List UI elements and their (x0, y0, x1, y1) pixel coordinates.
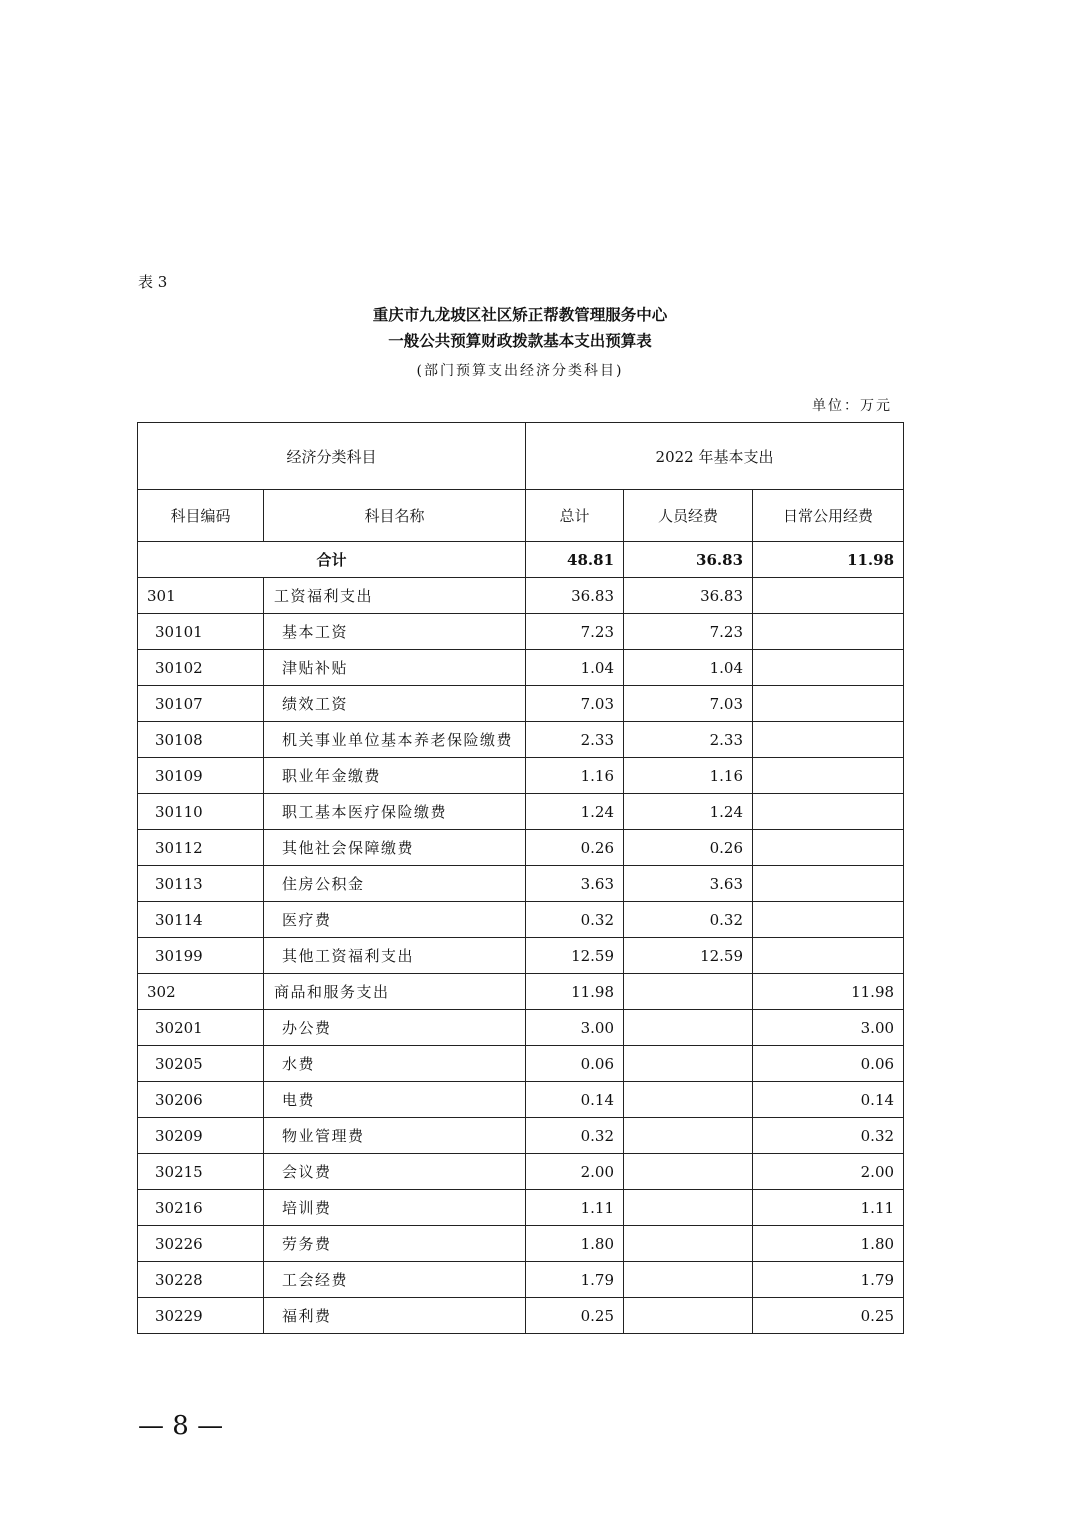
row-code: 301 (138, 578, 264, 614)
table-label: 表 3 (138, 273, 168, 291)
row-name: 工会经费 (264, 1262, 526, 1298)
row-total: 11.98 (526, 974, 624, 1010)
row-name: 商品和服务支出 (264, 974, 526, 1010)
row-personnel (624, 1118, 753, 1154)
row-personnel (624, 1010, 753, 1046)
row-personnel: 7.03 (624, 686, 753, 722)
row-public (753, 722, 904, 758)
row-code: 30114 (138, 902, 264, 938)
row-personnel (624, 1046, 753, 1082)
row-name: 会议费 (264, 1154, 526, 1190)
row-code: 30228 (138, 1262, 264, 1298)
table-row (138, 578, 904, 614)
row-personnel: 1.24 (624, 794, 753, 830)
header-year-basic: 2022 年基本支出 (526, 423, 904, 490)
row-public (753, 614, 904, 650)
table-row (138, 758, 904, 794)
row-personnel: 1.04 (624, 650, 753, 686)
row-public: 1.80 (753, 1226, 904, 1262)
row-personnel: 2.33 (624, 722, 753, 758)
row-personnel: 0.32 (624, 902, 753, 938)
row-personnel (624, 1190, 753, 1226)
row-total: 1.11 (526, 1190, 624, 1226)
row-total: 7.03 (526, 686, 624, 722)
row-total: 1.24 (526, 794, 624, 830)
table-row (138, 1118, 904, 1154)
page-number: — 8 — (138, 1411, 224, 1441)
row-personnel: 0.26 (624, 830, 753, 866)
row-name: 物业管理费 (264, 1118, 526, 1154)
row-code: 30216 (138, 1190, 264, 1226)
row-total: 1.16 (526, 758, 624, 794)
table-row (138, 866, 904, 902)
row-personnel (624, 1298, 753, 1334)
row-name: 水费 (264, 1046, 526, 1082)
row-code: 30229 (138, 1298, 264, 1334)
header-public: 日常公用经费 (753, 490, 904, 542)
row-total: 3.00 (526, 1010, 624, 1046)
header-econ-class: 经济分类科目 (138, 423, 526, 490)
row-public: 0.32 (753, 1118, 904, 1154)
row-code: 30209 (138, 1118, 264, 1154)
row-total: 12.59 (526, 938, 624, 974)
row-code: 30102 (138, 650, 264, 686)
row-total: 2.33 (526, 722, 624, 758)
table-row (138, 794, 904, 830)
row-personnel (624, 1226, 753, 1262)
row-total: 1.79 (526, 1262, 624, 1298)
table-row (138, 1298, 904, 1334)
row-code: 30199 (138, 938, 264, 974)
table-row (138, 1082, 904, 1118)
row-code: 30107 (138, 686, 264, 722)
row-personnel: 36.83 (624, 578, 753, 614)
row-personnel (624, 1154, 753, 1190)
document-subtitle-title: 一般公共预算财政拨款基本支出预算表 (388, 331, 652, 350)
row-personnel (624, 1262, 753, 1298)
row-code: 30226 (138, 1226, 264, 1262)
document-title: 重庆市九龙坡区社区矫正帮教管理服务中心 (372, 305, 668, 324)
table-row (138, 974, 904, 1010)
table-row (138, 938, 904, 974)
table-row (138, 1154, 904, 1190)
row-personnel: 3.63 (624, 866, 753, 902)
row-code: 30201 (138, 1010, 264, 1046)
row-code: 30112 (138, 830, 264, 866)
row-name: 其他工资福利支出 (264, 938, 526, 974)
row-public (753, 578, 904, 614)
row-name: 机关事业单位基本养老保险缴费 (264, 722, 526, 758)
row-public: 3.00 (753, 1010, 904, 1046)
row-code: 30110 (138, 794, 264, 830)
unit-label: 单位：万元 (812, 398, 892, 414)
row-code: 30206 (138, 1082, 264, 1118)
row-public: 0.14 (753, 1082, 904, 1118)
budget-table (137, 422, 904, 1334)
row-personnel: 7.23 (624, 614, 753, 650)
row-public (753, 758, 904, 794)
header-personnel: 人员经费 (624, 490, 753, 542)
table-row (138, 902, 904, 938)
row-total: 0.26 (526, 830, 624, 866)
row-name: 基本工资 (264, 614, 526, 650)
row-name: 津贴补贴 (264, 650, 526, 686)
total-total: 48.81 (526, 542, 624, 578)
row-public: 0.06 (753, 1046, 904, 1082)
table-row (138, 1190, 904, 1226)
row-public: 0.25 (753, 1298, 904, 1334)
row-personnel (624, 1082, 753, 1118)
row-name: 办公费 (264, 1010, 526, 1046)
row-name: 职工基本医疗保险缴费 (264, 794, 526, 830)
row-public (753, 830, 904, 866)
row-public (753, 866, 904, 902)
row-personnel: 1.16 (624, 758, 753, 794)
row-total: 2.00 (526, 1154, 624, 1190)
row-total: 0.25 (526, 1298, 624, 1334)
row-name: 职业年金缴费 (264, 758, 526, 794)
row-public: 2.00 (753, 1154, 904, 1190)
row-name: 工资福利支出 (264, 578, 526, 614)
row-code: 30205 (138, 1046, 264, 1082)
row-code: 30109 (138, 758, 264, 794)
row-code: 302 (138, 974, 264, 1010)
header-row-2 (138, 490, 904, 542)
table-row (138, 650, 904, 686)
table-row (138, 1046, 904, 1082)
row-total: 1.80 (526, 1226, 624, 1262)
header-name: 科目名称 (264, 490, 526, 542)
row-total: 0.14 (526, 1082, 624, 1118)
total-public: 11.98 (753, 542, 904, 578)
table-row (138, 1226, 904, 1262)
row-public (753, 686, 904, 722)
row-name: 其他社会保障缴费 (264, 830, 526, 866)
row-code: 30101 (138, 614, 264, 650)
row-public (753, 938, 904, 974)
row-name: 培训费 (264, 1190, 526, 1226)
row-public (753, 902, 904, 938)
row-name: 住房公积金 (264, 866, 526, 902)
header-row-1 (138, 423, 904, 490)
row-name: 绩效工资 (264, 686, 526, 722)
header-code: 科目编码 (138, 490, 264, 542)
total-row (138, 542, 904, 578)
table-row (138, 1010, 904, 1046)
table-row (138, 830, 904, 866)
table-row (138, 614, 904, 650)
row-total: 7.23 (526, 614, 624, 650)
row-total: 3.63 (526, 866, 624, 902)
row-name: 电费 (264, 1082, 526, 1118)
classification-note: (部门预算支出经济分类科目) (416, 363, 624, 379)
row-public: 11.98 (753, 974, 904, 1010)
total-label: 合计 (138, 542, 526, 578)
row-total: 0.32 (526, 902, 624, 938)
table-row (138, 722, 904, 758)
row-total: 36.83 (526, 578, 624, 614)
row-code: 30108 (138, 722, 264, 758)
row-personnel (624, 974, 753, 1010)
row-total: 1.04 (526, 650, 624, 686)
row-public: 1.79 (753, 1262, 904, 1298)
row-total: 0.32 (526, 1118, 624, 1154)
row-name: 医疗费 (264, 902, 526, 938)
row-public: 1.11 (753, 1190, 904, 1226)
row-public (753, 650, 904, 686)
row-name: 劳务费 (264, 1226, 526, 1262)
header-total: 总计 (526, 490, 624, 542)
total-personnel: 36.83 (624, 542, 753, 578)
row-code: 30215 (138, 1154, 264, 1190)
table-row (138, 1262, 904, 1298)
row-name: 福利费 (264, 1298, 526, 1334)
row-public (753, 794, 904, 830)
table-row (138, 686, 904, 722)
row-code: 30113 (138, 866, 264, 902)
row-total: 0.06 (526, 1046, 624, 1082)
row-personnel: 12.59 (624, 938, 753, 974)
